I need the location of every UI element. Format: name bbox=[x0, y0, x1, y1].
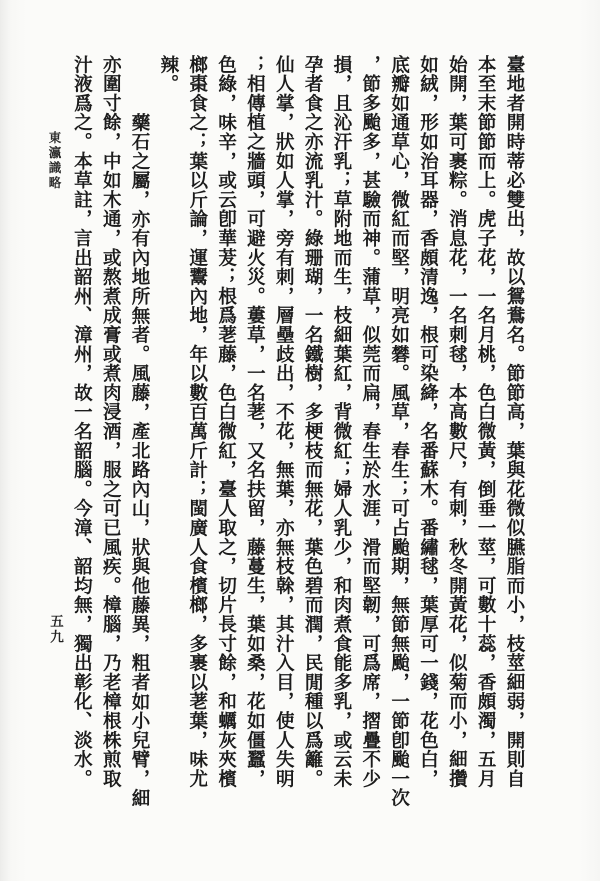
text-column: 亦圍寸餘，中如木通，或熬煮成膏或煮肉浸酒，服之可已風疾。樟腦，乃老樟根株煎取 bbox=[100, 55, 121, 789]
text-column: ；相傳植之牆頭，可避火災。蔞草，一名荖，又名扶留，藤蔓生，葉如桑，花如僵蠶， bbox=[244, 55, 265, 789]
page-number: 五九 bbox=[48, 614, 63, 645]
text-column: 榔棗食之；葉以斤論，運鬻內地，年以數百萬斤計；閩廣人食檳榔，多裹以荖葉，味尤 bbox=[186, 55, 207, 789]
text-column: 孕者食之亦流乳汁。綠珊瑚，一名鐵樹，多梗枝而無花，葉色碧而潤，民閒種以爲籬。 bbox=[302, 55, 323, 789]
text-column: 如絨，形如治耳器，香頗清逸，根可染絳，名番蘇木。番繡毬，葉厚可一錢，花色白， bbox=[417, 55, 438, 789]
text-column: ，節多颱多，甚驗而神。蒲草，似莞而扁，春生於水涯，滑而堅韌，可爲席，摺疊不少 bbox=[359, 55, 380, 789]
text-column: 色綠，味辛，或云卽華茇；根爲荖藤，色白微紅，臺人取之，切片長寸餘，和蠣灰夾檳 bbox=[215, 55, 236, 789]
text-column: 臺地者開時蒂必雙出，故以鴛鴦名。節節高，葉與花微似臙脂而小，枝莖細弱，開則自 bbox=[504, 55, 524, 789]
text-column: 仙人掌，狀如人掌，旁有刺，層壘歧出，不花，無葉，亦無枝榦，其汁入目，使人失明 bbox=[273, 55, 294, 789]
text-column: 底瓣如通草心，微紅而堅，明亮如礬。風草，春生；可占颱期，無節無颱，一節卽颱一次 bbox=[388, 55, 409, 808]
text-column: 辣。 bbox=[157, 55, 178, 94]
text-column: 損，且沁汗乳；草附地而生，枝細葉紅，背微紅；婦人乳少，和肉煮食能多乳，或云未 bbox=[330, 55, 351, 789]
text-column: 始開，葉可裹粽。消息花，一名刺毬，本高數尺，有刺，秋冬開黃花，似菊而小，細攢 bbox=[446, 55, 467, 789]
running-title: 東瀛識略 bbox=[47, 131, 61, 191]
text-column: 藥石之屬，亦有內地所無者。風藤，產北路內山，狀與他藤異，粗者如小兒臂，細 bbox=[129, 113, 150, 808]
text-column: 本至末節節而上。虎子花，一名月桃，色白微黃，倒垂一莖，可數十蕊，香頗濁，五月 bbox=[475, 55, 496, 789]
text-block bbox=[66, 55, 528, 845]
text-column: 汁液爲之。本草註，言出韶州、漳州，故一名韶腦。今漳、韶均無，獨出彰化、淡水。 bbox=[71, 55, 92, 789]
